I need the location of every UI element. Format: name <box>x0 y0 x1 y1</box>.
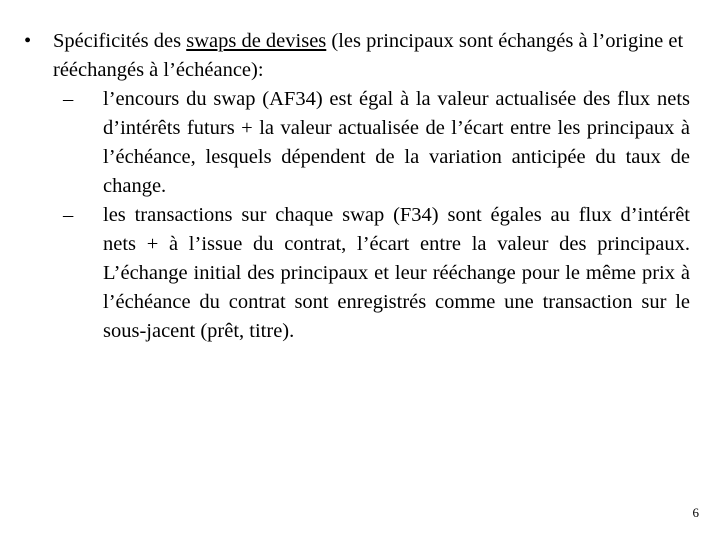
page-number: 6 <box>692 505 699 520</box>
sub-bullet-transactions <box>18 201 690 346</box>
bullet-marker: • <box>24 30 32 52</box>
sub-bullet-marker: – <box>63 204 74 226</box>
main-bullet-underlined-term: swaps de devises <box>186 30 327 52</box>
sub-bullet-marker: – <box>63 88 74 110</box>
main-bullet <box>18 27 690 85</box>
main-bullet-text-start: Spécificités des <box>53 30 187 52</box>
main-bullet-text-end: (les principaux sont échangés à l’origine et rééchangés à l’échéance): <box>53 30 684 81</box>
sub-bullet-text: l’encours du swap (AF34) est égal à la valeur actualisée des flux nets d’intérêts futurs + la valeur actualisée de l’écart entre les principaux à l’échéance, lesquels dépendent de la variation anticipée du taux de change. <box>103 88 690 197</box>
bullet-list <box>18 27 690 346</box>
sub-bullet-text: les transactions sur chaque swap (F34) sont égales au flux d’intérêt nets + à l’issue du contrat, l’écart entre la valeur des principaux. L’échange initial des principaux et leur rééchange pour le même prix à l’échéance du contrat sont enregistrés comme une transaction sur le sous-jacent (prêt, titre). <box>103 204 690 342</box>
sub-bullet-encours <box>18 85 690 201</box>
